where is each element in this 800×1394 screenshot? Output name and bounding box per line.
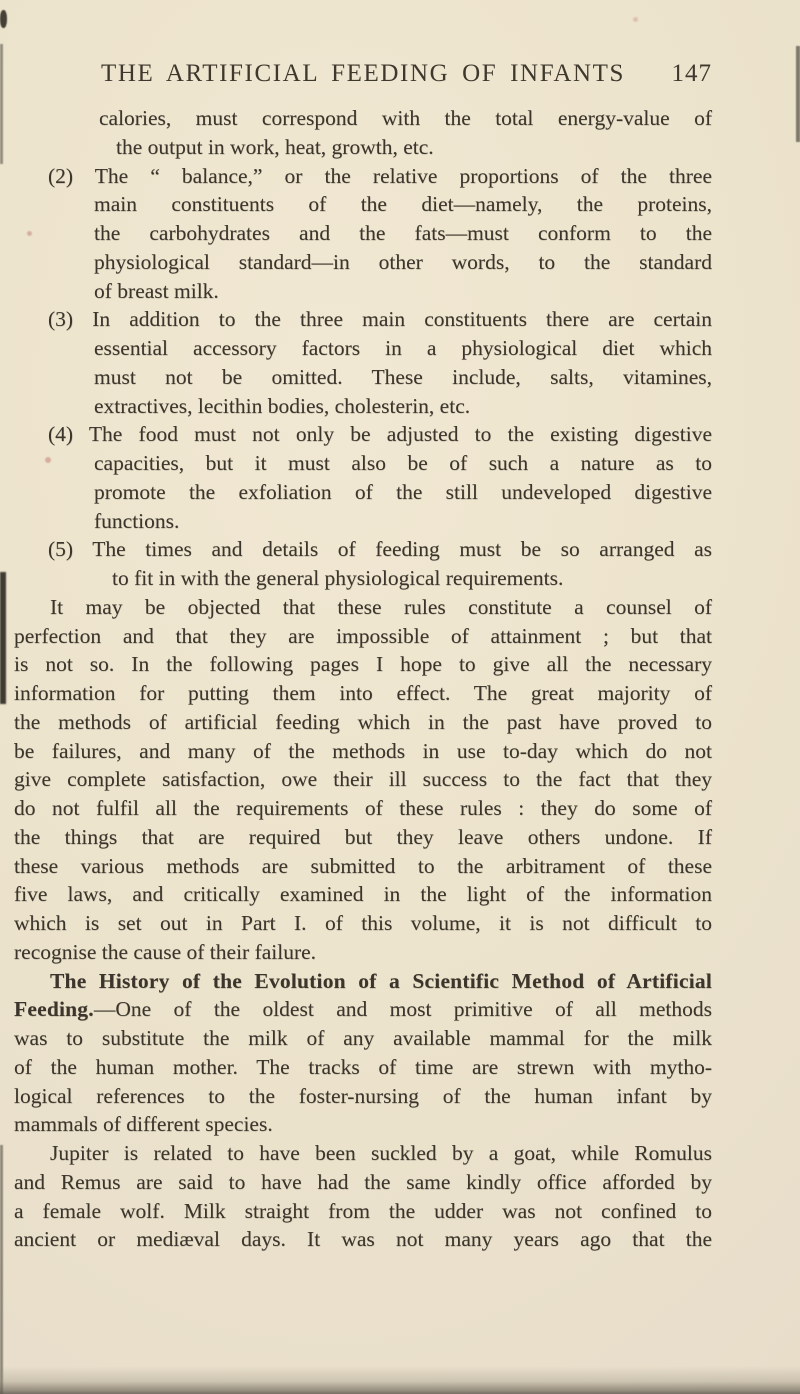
text-line: the output in work, heat, growth, etc. [116,134,434,159]
text-line: (3) In addition to the three main constituents there are certain [48,307,712,332]
text-line: which is set out in Part I. of this volume, it is not difficult to [14,911,712,935]
text-line: of breast milk. [94,278,219,303]
paper-speck [633,17,638,22]
text-line: main constituents of the diet—namely, the proteins, [94,192,712,217]
text-line: be failures, and many of the methods in use to-day which do not [14,738,712,763]
list-item-5 [14,535,712,593]
paragraph [14,967,712,1140]
page-title: THE ARTIFICIAL FEEDING OF INFANTS [100,60,626,87]
text-line: a female wolf. Milk straight from the udder was not confined to [14,1198,712,1223]
text-line: The History of the Evolution of a Scientific Method of Artificial [50,968,712,993]
text-line: promote the exfoliation of the still undeveloped digestive [94,479,712,504]
text-line: essential accessory factors in a physiological diet which [94,336,712,360]
text-line: calories, must correspond with the total energy-value of [99,106,712,130]
text-line: perfection and that they are impossible of attainment ; but that [14,623,712,648]
text-line: the carbohydrates and the fats—must conform to the [94,221,712,245]
list-item-4 [14,420,712,535]
paragraph [14,1139,712,1254]
paragraph [14,593,712,967]
scan-edge-left [0,572,6,704]
scan-edge-right [796,46,800,142]
text-line: extractives, lecithin bodies, cholesterin, etc. [94,393,471,418]
text-line: of the human mother. The tracks of time are strewn with mytho- [14,1054,712,1079]
text-line: the things that are required but they leave others undone. If [14,824,712,849]
text-line: Feeding.—One of the oldest and most primitive of all methods [14,997,712,1022]
text-line: It may be objected that these rules constitute a counsel of [50,594,712,619]
text-line: the methods of artificial feeding which in the past have proved to [14,709,712,734]
text-block [14,104,712,1254]
text-line: these various methods are submitted to the arbitrament of these [14,853,712,878]
text-line: to fit in with the general physiological requirements. [112,566,564,590]
text-line: logical references to the foster-nursing of the human infant by [14,1083,712,1108]
text-line: Jupiter is related to have been suckled by a goat, while Romulus [50,1141,712,1165]
text-line: do not fulfil all the requirements of these rules : they do some of [14,796,712,820]
text-line: is not so. In the following pages I hope to give all the necessary [14,652,712,677]
page-bottom-shadow [0,1366,800,1394]
text-line: and Remus are said to have had the same kindly office afforded by [14,1169,712,1194]
text-line: recognise the cause of their failure. [14,939,317,964]
text-line: give complete satisfaction, owe their ill success to the fact that they [14,767,712,792]
text-line: ancient or mediæval days. It was not many years ago that the [14,1227,712,1252]
list-item-2 [14,162,712,306]
text-line: was to substitute the milk of any available mammal for the milk [14,1026,712,1050]
text-line: (5) The times and details of feeding must be so arranged as [48,537,712,562]
text-line: five laws, and critically examined in the light of the information [14,882,712,907]
page-number: 147 [671,60,712,87]
text-line: mammals of different species. [14,1112,273,1137]
text-line: information for putting them into effect. The great majority of [14,681,712,705]
list-item-3 [14,305,712,420]
text-line: functions. [94,508,180,533]
scan-edge-left [0,1145,3,1394]
text-line: (4) The food must not only be adjusted to the existing digestive [48,422,712,447]
paragraph-fragment [14,104,712,162]
scan-edge-blob [0,10,7,28]
text-line: physiological standard—in other words, to the standard [94,249,712,274]
text-line: must not be omitted. These include, salts, vitamines, [94,364,712,389]
scan-edge-left [0,44,3,164]
text-line: (2) The “ balance,” or the relative proportions of the three [48,163,712,188]
running-head [14,60,712,92]
text-line: capacities, but it must also be of such a nature as to [94,451,712,475]
